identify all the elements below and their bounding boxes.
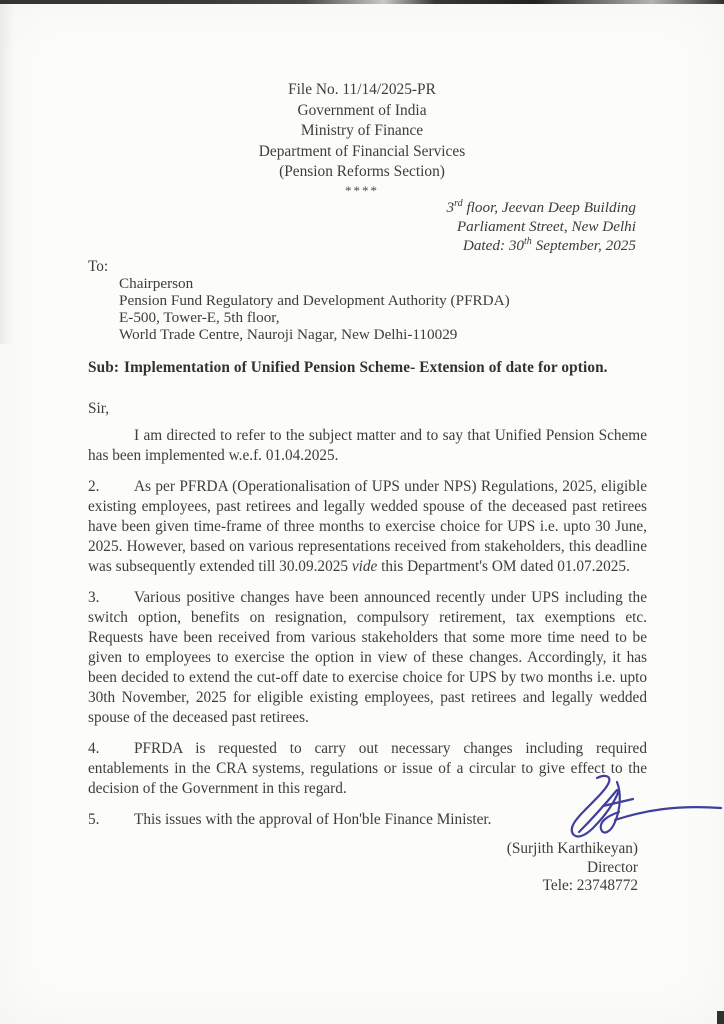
- subject-label: Sub:: [88, 359, 120, 376]
- recipient-address-block: [119, 276, 510, 344]
- text-segment: As per PFRDA (Operationalisation of UPS under NPS) Regulations, 2025, eligible existing employees, past retirees and legally wedded spouse of the deceased past retirees have been given time-frame of three months to exercise choice for UPS i.e. upto 30 June, 2025. However, based on various representations received from stakeholders, this deadline was subsequently extended till 30.09.2025: [88, 478, 647, 575]
- letterhead-line: (Pension Reforms Section): [279, 163, 445, 180]
- signatory-name: (Surjith Karthikeyan): [506, 840, 638, 857]
- letter-body: [88, 426, 647, 830]
- text-segment: September, 2025: [531, 237, 636, 254]
- letterhead-line: ****: [345, 182, 379, 198]
- letterhead-line: Government of India: [297, 101, 427, 119]
- office-address-line: [447, 217, 636, 236]
- recipient-address-line: World Trade Centre, Nauroji Nagar, New Delhi-110029: [119, 325, 458, 343]
- office-address-block: [447, 198, 636, 255]
- subject-text: Implementation of Unified Pension Scheme- Extension of date for option.: [124, 359, 608, 376]
- ordinal-suffix: th: [524, 235, 532, 247]
- recipient-address-line: Chairperson: [119, 275, 194, 292]
- text-segment: Parliament Street, New Delhi: [456, 218, 636, 235]
- scan-artifact-corner-mark: [717, 1011, 724, 1024]
- text-segment: This issues with the approval of Hon'ble Finance Minister.: [134, 811, 492, 828]
- text-segment: this Department's OM dated 01.07.2025.: [377, 558, 630, 575]
- paragraph-number: 5.: [88, 811, 100, 828]
- recipient-label: To:: [88, 258, 109, 275]
- signatory-phone: Tele: 23748772: [542, 877, 638, 895]
- paragraph-number: 3.: [88, 589, 100, 606]
- text-segment: 3: [446, 199, 455, 216]
- subject-line: [88, 359, 648, 377]
- signature-ink: [555, 772, 724, 850]
- paragraph-number: 2.: [88, 478, 100, 495]
- text-segment: floor, Jeevan Deep Building: [462, 199, 636, 216]
- salutation: Sir,: [88, 400, 110, 417]
- paragraph-number: 4.: [88, 740, 100, 757]
- text-segment: Various positive changes have been announced recently under UPS including the switch option, benefits on resignation, compulsory retirement, tax exemptions etc. Requests have been received from various stakeholders that some more time need to be given to employees to exercise the option in view of these changes. Accordingly, it has been decided to extend the cut-off date to exercise choice for UPS by two months i.e. upto 30th November, 2025 for eligible existing employees, past retirees and legally wedded spouse of the deceased past retirees.: [88, 589, 647, 726]
- recipient-address-line: E-500, Tower-E, 5th floor,: [119, 308, 280, 326]
- letter-paragraph: [88, 477, 647, 577]
- letter-paragraph: [88, 426, 647, 466]
- signatory-block: [507, 840, 638, 896]
- letterhead: [0, 80, 724, 199]
- letterhead-line: File No. 11/14/2025-PR: [288, 81, 436, 98]
- letter-paragraph: [88, 588, 647, 728]
- signatory-designation: Director: [587, 858, 638, 876]
- text-segment: PFRDA is requested to carry out necessary changes including required entablements in the CRA systems, regulations or issue of a circular to give effect to the decision of the Government in this regard.: [88, 740, 647, 797]
- ordinal-suffix: rd: [454, 197, 463, 209]
- recipient-address-line: Pension Fund Regulatory and Development Authority (PFRDA): [119, 291, 510, 309]
- italic-term: vide: [351, 558, 378, 575]
- letterhead-line: Ministry of Finance: [300, 122, 424, 139]
- text-segment: Dated: 30: [462, 237, 525, 254]
- office-address-line: [447, 236, 636, 255]
- office-address-line: [447, 198, 636, 217]
- text-segment: I am directed to refer to the subject matter and to say that Unified Pension Scheme has been implemented w.e.f. 01.04.2025.: [88, 427, 647, 464]
- scan-artifact-top-edge: [0, 0, 724, 4]
- letterhead-line: Department of Financial Services: [258, 142, 466, 160]
